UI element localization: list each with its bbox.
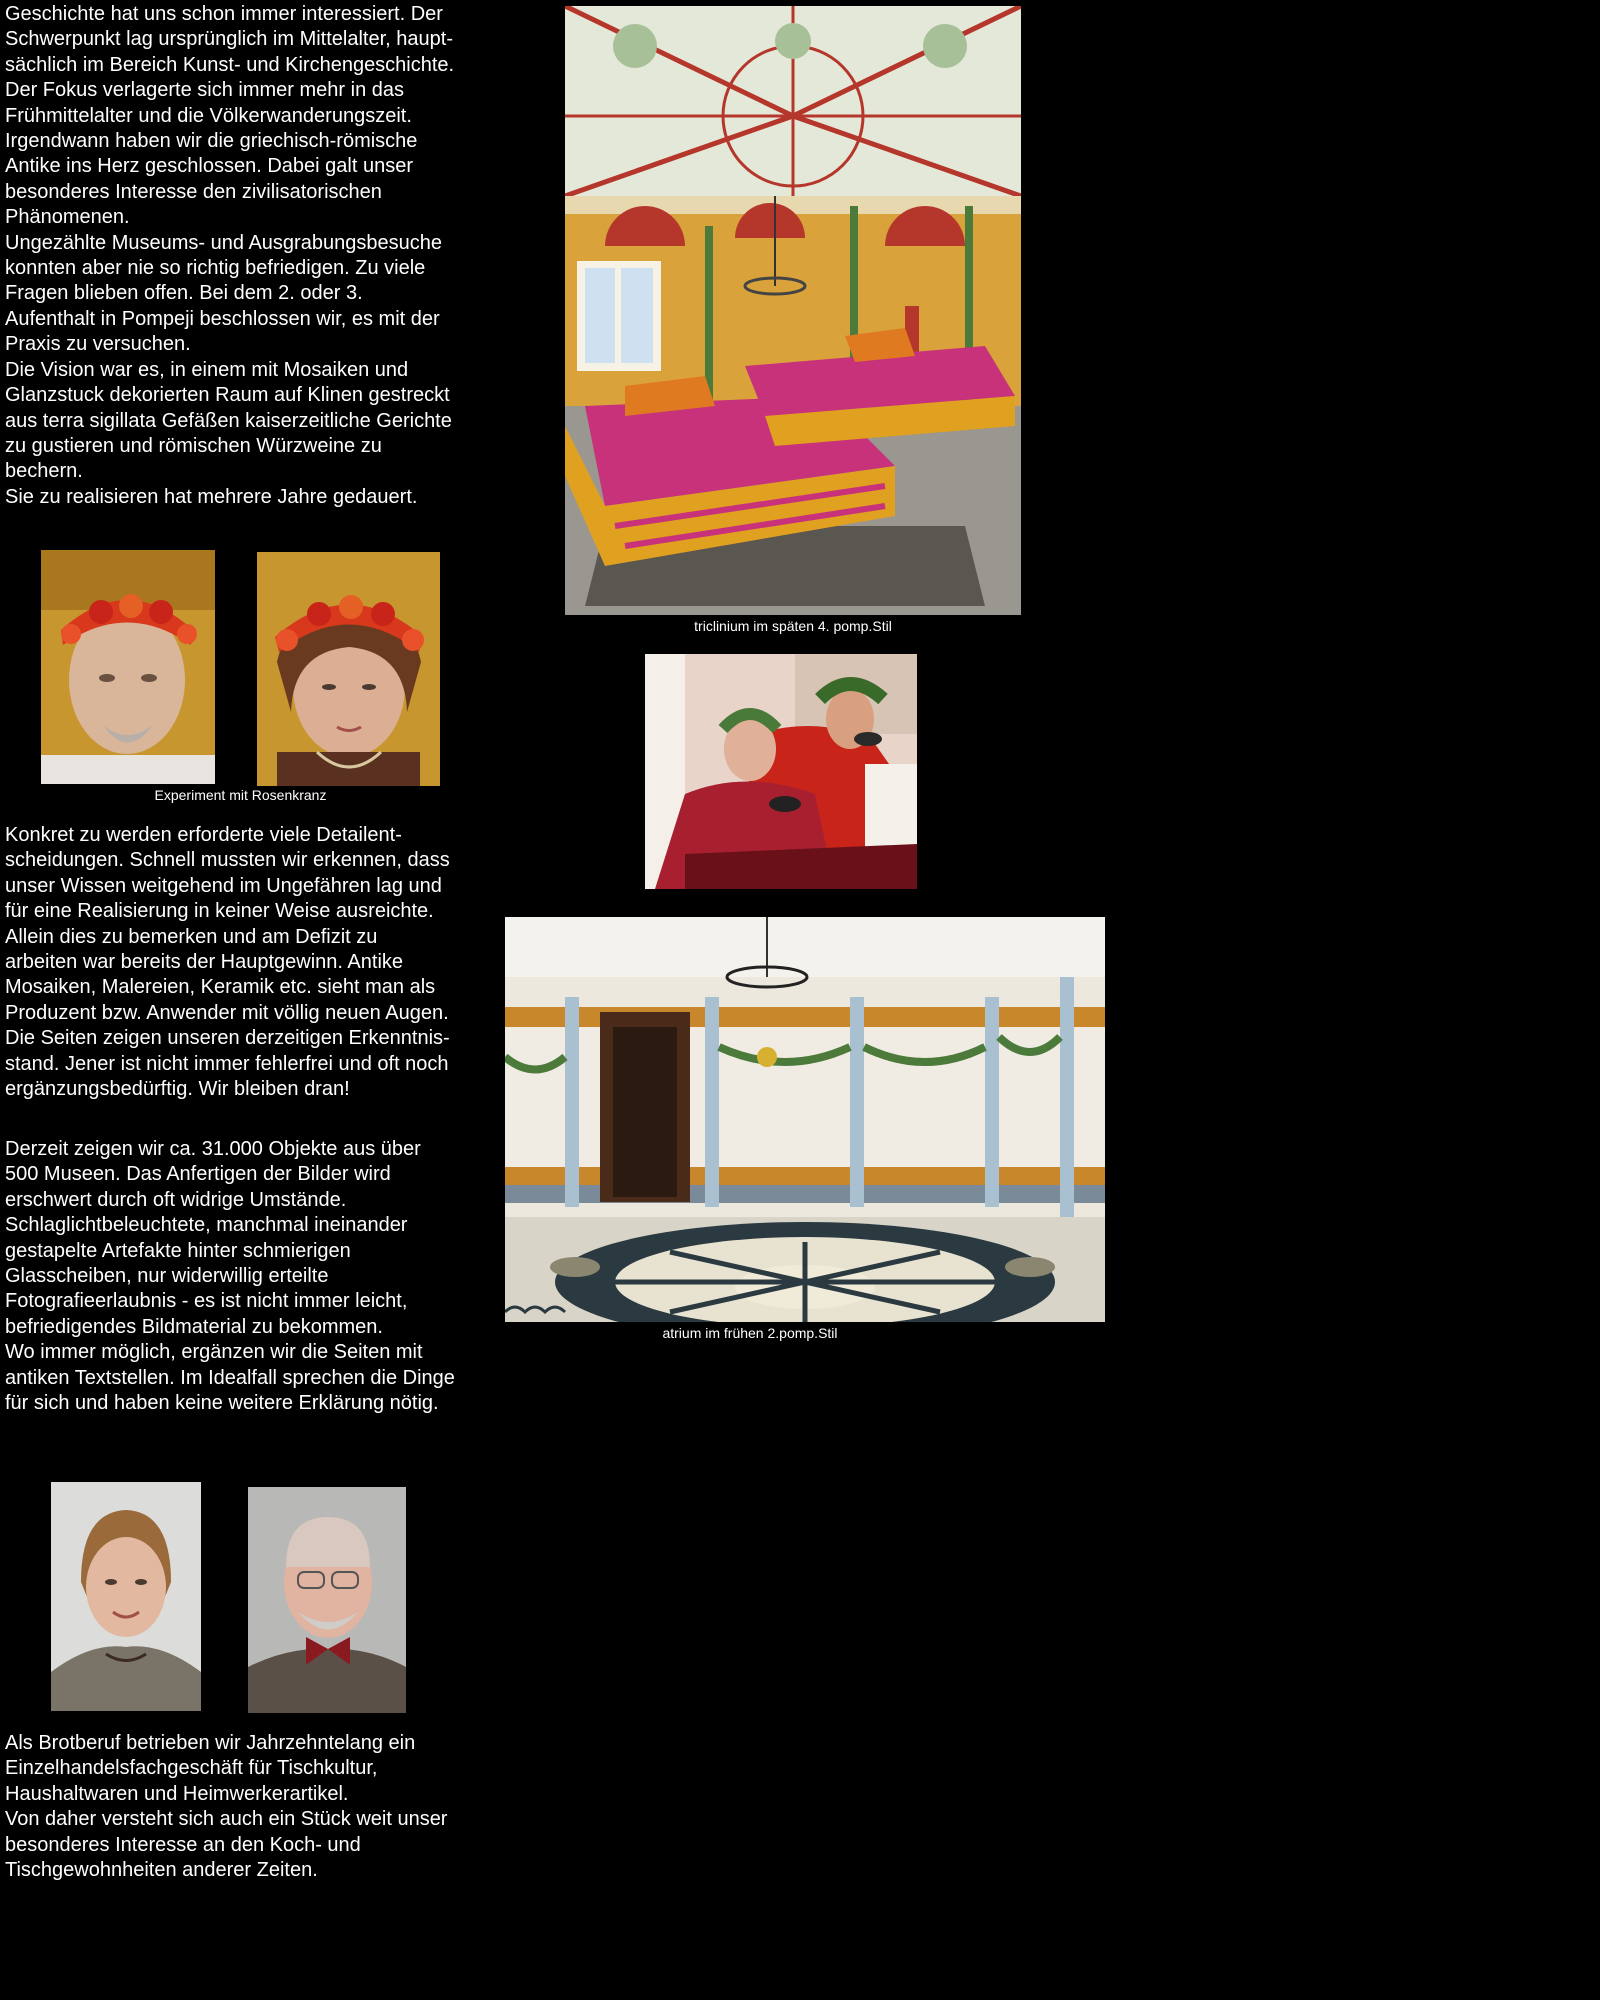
portrait-woman-rose-wreath xyxy=(257,552,440,786)
portrait-man-bow-tie xyxy=(248,1487,406,1713)
portrait-man-rose-wreath xyxy=(41,550,215,784)
konkret-paragraph: Konkret zu werden erforderte viele Detailent- scheidungen. Schnell mussten wir erkennen, dass unser Wissen weitgehend im Ungefähren lag und für eine Realisierung in keiner Weise ausreichte. Allein dies zu bemerken und am Defizit zu arbeiten war bereits der Hauptgewinn. Antike Mosaiken, Malereien, Keramik etc. sieht man als Produzent bzw. Anwender mit völlig neuen Augen. Die Seiten zeigen unseren derzeitigen Erkenntnis- stand. Jener ist nicht immer fehlerfrei und oft noch ergänzungsbedürftig. Wir bleiben dran! xyxy=(5,824,450,1101)
atrium-photo xyxy=(505,917,1105,1322)
intro-paragraph: Geschichte hat uns schon immer interessiert. Der Schwerpunkt lag ursprünglich im Mittelalter, haupt- sächlich im Bereich Kunst- und Kirchengeschichte. Der Fokus verlagerte sich immer mehr in das Frühmittelalter und die Völkerwanderungszeit. Irgendwann haben wir die griechisch-römische Antike ins Herz geschlossen. Dabei galt unser besonderes Interesse den zivilisatorischen Phänomenen. Ungezählte Museums- und Ausgrabungsbesuche konnten aber nie so richtig befriedigen. Zu viele Fragen blieben offen. Bei dem 2. oder 3. Aufenthalt in Pompeji beschlossen wir, es mit der Praxis zu versuchen. Die Vision war es, in einem mit Mosaiken und Glanzstuck dekorierten Raum auf Klinen gestreckt aus terra sigillata Gefäßen kaiserzeitliche Gerichte zu gustieren und römischen Würzweine zu bechern. Sie zu realisieren hat mehrere Jahre gedauert. xyxy=(5,3,455,508)
brotberuf-paragraph: Als Brotberuf betrieben wir Jahrzehntelang ein Einzelhandelsfachgeschäft für Tischkultur, Haushaltwaren und Heimwerkerartikel. Von daher versteht sich auch ein Stück weit unser besonderes Interesse an den Koch- und Tischgewohnheiten anderer Zeiten. xyxy=(5,1732,448,1882)
triclinium-photo xyxy=(565,6,1021,615)
portrait-woman xyxy=(51,1482,201,1711)
caption-triclinium: triclinium im späten 4. pomp.Stil xyxy=(694,618,892,634)
derzeit-paragraph: Derzeit zeigen wir ca. 31.000 Objekte aus über 500 Museen. Das Anfertigen der Bilder wird erschwert durch oft widrige Umstände. Schlaglichtbeleuchtete, manchmal ineinander gestapelte Artefakte hinter schmierigen Glasscheiben, nur widerwillig erteilte Fotografieerlaubnis - es ist nicht immer leicht, befriedigendes Bildmaterial zu bekommen. Wo immer möglich, ergänzen wir die Seiten mit antiken Textstellen. Im Idealfall sprechen die Dinge für sich und haben keine weitere Erklärung nötig. xyxy=(5,1138,455,1415)
caption-atrium: atrium im frühen 2.pomp.Stil xyxy=(662,1325,838,1341)
caption-rosenkranz: Experiment mit Rosenkranz xyxy=(154,787,327,803)
couple-toasting-photo xyxy=(645,654,917,889)
